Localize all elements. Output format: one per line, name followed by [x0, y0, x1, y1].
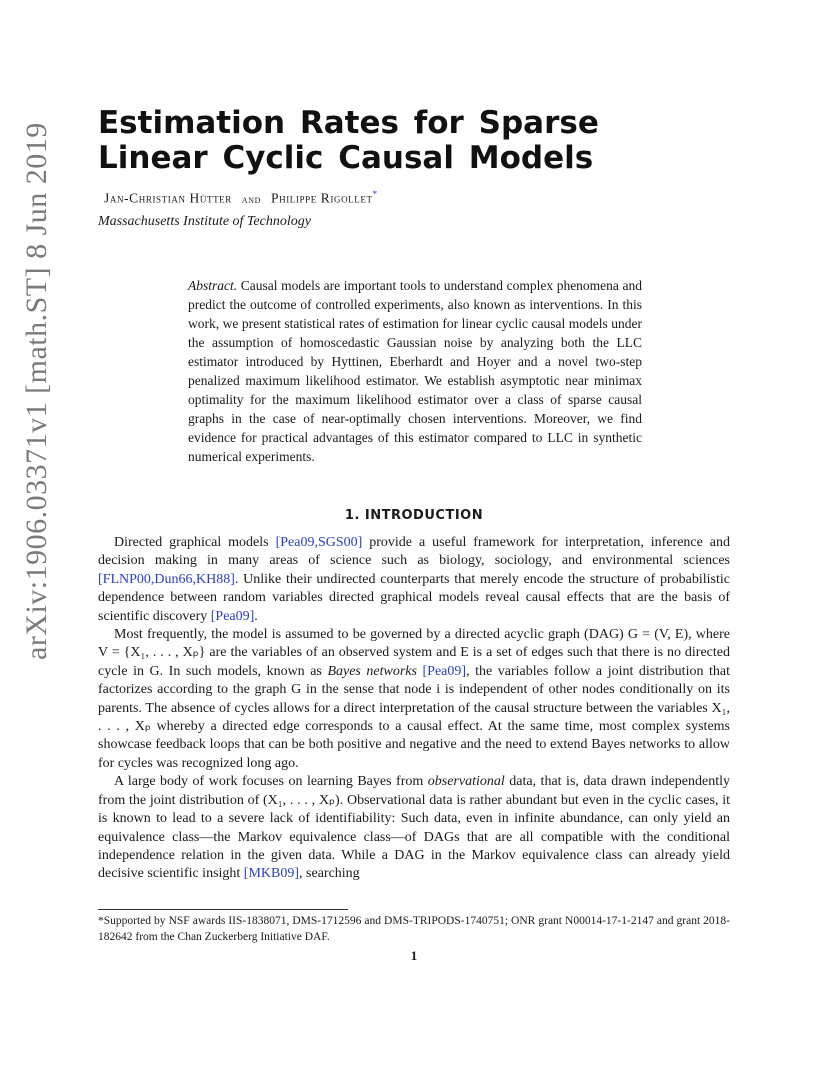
- text-run: A large body of work focuses on learning Bayes from: [114, 774, 428, 790]
- section-heading: 1. INTRODUCTION: [344, 508, 484, 523]
- abstract-label: Abstract.: [188, 278, 238, 293]
- author-2: Philippe Rigollet: [270, 190, 373, 206]
- paper-title: Estimation Rates for Sparse Linear Cyclic Causal Models: [98, 105, 599, 176]
- paragraph-1: [98, 534, 730, 626]
- arxiv-identifier-stamp: arXiv:1906.03371v1 [math.ST] 8 Jun 2019: [20, 122, 53, 660]
- citation-link[interactable]: [Pea09]: [422, 663, 467, 679]
- author-conjunction: and: [241, 191, 261, 206]
- text-run: .: [254, 608, 258, 624]
- paragraph-2: [98, 626, 730, 773]
- page-number: 1: [410, 948, 418, 963]
- text-run: Directed graphical models: [114, 535, 276, 550]
- footnote-mark[interactable]: *: [372, 189, 378, 199]
- citation-link[interactable]: [Pea09,SGS00]: [275, 535, 363, 550]
- citation-link[interactable]: [MKB09]: [243, 866, 300, 882]
- text-run: , the variables follow a joint distribution that factorizes according to the graph G in the sense that node i is independent of other nodes conditionally on its parents. The absence of cycles allows for a direct interpretation of the causal structure between the variables X₁, . . . , Xₚ whereby a directed edge corresponds to a causal effect. At the same time, most complex systems showcase feedback loops that can be both positive and negative and the need to extend Bayes networks to allow for cycles was recognized long ago.: [98, 663, 730, 771]
- body-text: [98, 534, 730, 884]
- abstract-text: Causal models are important tools to understand complex phenomena and predict the outcome of controlled experiments, also known as interventions. In this work, we present statistical rates of estimation for linear cyclic causal models under the assumption of homoscedastic Gaussian noise by analyzing both the LLC estimator introduced by Hyttinen, Eberhardt and Hoyer and a novel two-step penalized maximum likelihood estimator. We establish asymptotic near minimax optimality for the maximum likelihood estimator over a class of sparse causal graphs in the case of near-optimally chosen interventions. Moreover, we find evidence for practical advantages of this estimator compared to LLC in synthetic numerical experiments.: [188, 278, 643, 464]
- emphasis: observational: [427, 774, 505, 790]
- author-line: [104, 189, 378, 207]
- citation-link[interactable]: [Pea09]: [210, 608, 255, 624]
- text-run: , searching: [299, 866, 360, 882]
- footnote: *Supported by NSF awards IIS-1838071, DMS-1712596 and DMS-TRIPODS-1740751; ONR grant N00014-17-1-2147 and grant 2018-182642 from the Chan Zuckerberg Initiative DAF.: [98, 915, 730, 943]
- emphasis: Bayes networks: [327, 663, 417, 679]
- citation-link[interactable]: [FLNP00,Dun66,KH88]: [98, 571, 235, 587]
- footnote-divider: [98, 909, 348, 910]
- text-run: provide a useful framework for interpretation, inference and decision making in many areas of science such as biology, sociology, and environmental sciences: [98, 535, 730, 569]
- paragraph-3: [98, 773, 730, 883]
- affiliation: Massachusetts Institute of Technology: [98, 214, 311, 229]
- text-run: . Unlike their undirected counterparts that merely encode the structure of probabilistic dependence between random variables directed graphical models reveal causal effects that are the basis of scientific discovery: [98, 571, 730, 624]
- text-run: Most frequently, the model is assumed to be governed by a directed acyclic graph (DAG) G = (V, E), where V = {X₁, . . . , Xₚ} are the variables of an observed system and E is a set of edges such that there is no directed cycle in G. In such models, known as: [98, 627, 730, 679]
- abstract: [188, 276, 642, 466]
- text-run: data, that is, data drawn independently from the joint distribution of (X₁, . . . , Xₚ). Observational data is rather abundant but even in the cyclic cases, it is known to lead to a severe lack of identifiability: Such data, even in infinite abundance, can only yield an equivalence class—the Markov equivalence class—of DAGs that are all compatible with the conditional independence relation in the given data. While a DAG in the Markov equivalence class can already yield decisive scientific insight: [98, 774, 730, 882]
- author-1: Jan-Christian Hütter: [104, 190, 232, 206]
